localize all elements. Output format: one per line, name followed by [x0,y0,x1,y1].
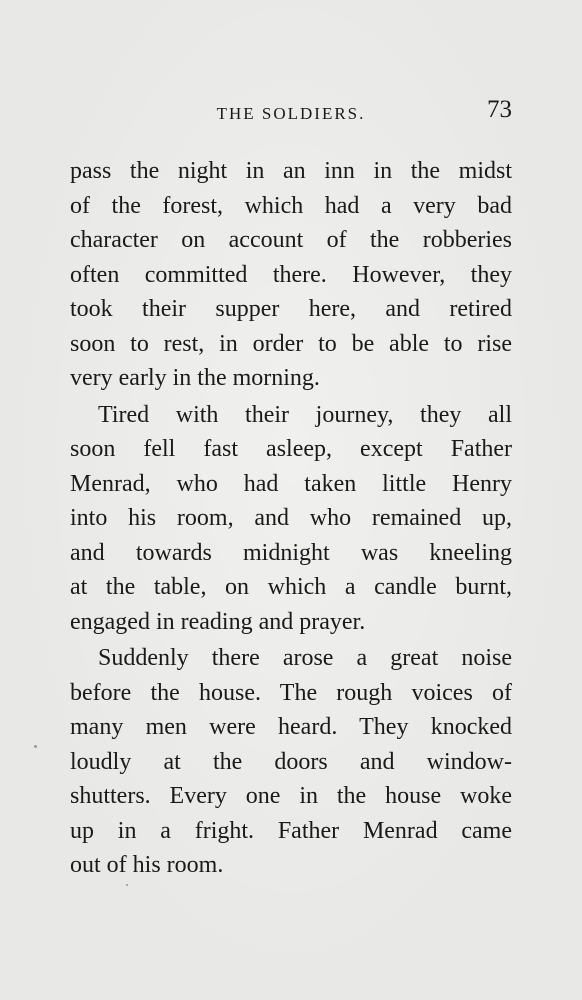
text-line: Menrad, who had taken little Henry [70,470,512,497]
text-line: out of his room. [70,852,224,878]
text-line: often committed there. However, they [70,261,512,288]
paragraph-2 [70,398,512,640]
paper-speck [34,745,37,748]
text-line: soon fell fast asleep, except Father [70,436,512,462]
paragraph-1 [70,154,512,396]
page-number: 73 [487,96,512,123]
text-line: before the house. The rough voices of [70,679,512,706]
text-line: Suddenly there arose a great noise [98,645,512,671]
text-line: engaged in reading and prayer. [70,608,366,635]
text-line: very early in the morning. [70,365,320,391]
running-title: THE SOLDIERS. [216,104,366,123]
text-line: of the forest, which had a very bad [70,192,512,219]
text-line: shutters. Every one in the house woke [70,783,512,809]
running-head [70,96,512,136]
text-line: loudly at the doors and window- [70,748,512,775]
text-line: Tired with their journey, they all [98,401,512,428]
text-line: took their supper here, and retired [70,296,512,322]
text-line: into his room, and who remained up, [70,505,512,531]
paragraph-3 [70,641,512,883]
text-line: pass the night in an inn in the midst [70,158,512,184]
body-text [70,154,512,883]
text-line: at the table, on which a candle burnt, [70,574,512,600]
text-line: and towards midnight was kneeling [70,539,512,566]
text-line: many men were heard. They knocked [70,714,512,740]
text-line: up in a fright. Father Menrad came [70,817,512,844]
text-line: soon to rest, in order to be able to rise [70,330,512,357]
text-line: character on account of the robberies [70,227,512,253]
paper-speck [126,884,128,886]
